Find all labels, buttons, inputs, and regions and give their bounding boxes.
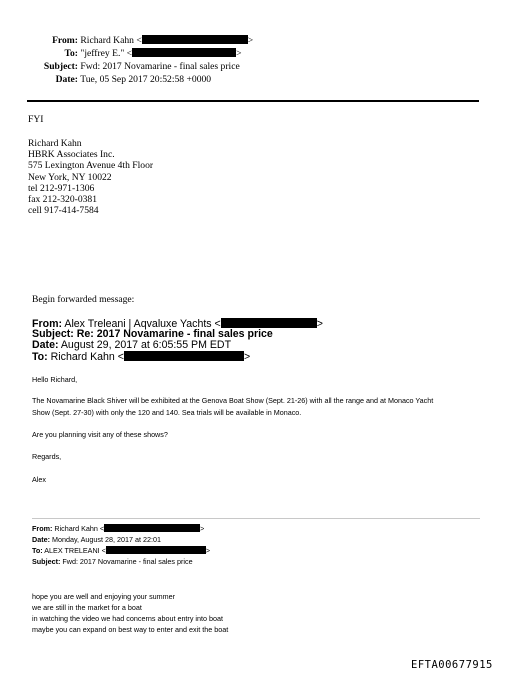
header-to-row [20, 47, 242, 60]
signature-line: fax 212-320-0381 [28, 194, 98, 206]
quoted-subject-value: Fwd: 2017 Novamarine - final sales price [62, 557, 193, 566]
quoted-from-close: > [200, 524, 205, 533]
header-subject-value: Fwd: 2017 Novamarine - final sales price [80, 61, 240, 72]
quoted-date-label: Date: [32, 535, 50, 544]
signature-line: 575 Lexington Avenue 4th Floor [28, 160, 154, 172]
signature-line: Richard Kahn [28, 138, 82, 149]
header-date-row [20, 73, 211, 86]
redaction-block [104, 524, 200, 532]
quoted-from-label: From: [32, 524, 53, 533]
forwarded-date-label: Date: [32, 339, 59, 351]
forwarded-to-label: To: [32, 351, 48, 363]
forwarded-para1-line1: The Novamarine Black Shiver will be exhibited at the Genova Boat Show (Sept. 21-26) with all the range and at Monaco Yacht [32, 396, 434, 405]
redaction-block [221, 318, 317, 328]
header-subject-label: Subject: [43, 61, 78, 72]
redaction-block [142, 35, 248, 44]
forwarded-from-label: From: [32, 318, 63, 330]
header-from-label: From: [52, 35, 78, 46]
header-to-label: To: [64, 48, 78, 59]
quoted-to-value: ALEX TRELEANI < [44, 546, 106, 555]
quoted-to-label: To: [32, 546, 43, 555]
header-from-value: Richard Kahn < [80, 35, 142, 46]
signature-line: New York, NY 10022 [28, 171, 112, 183]
redaction-block [132, 48, 236, 57]
quoted-body-line: maybe you can expand on best way to enter and exit the boat [32, 625, 229, 634]
header-date-label: Date: [55, 74, 78, 85]
forwarded-para1-line2: Show (Sept. 27-30) with only the 120 and 140. Sea trials will be available in Monaco. [32, 408, 302, 417]
header-date-value: Tue, 05 Sep 2017 20:52:58 +0000 [80, 74, 212, 85]
quoted-body-line: in watching the video we had concerns about entry into boat [32, 614, 223, 623]
forwarded-to-row [32, 351, 250, 364]
forwarded-subject-label: Subject: [32, 328, 74, 340]
quoted-subject-label: Subject: [32, 557, 61, 566]
document-id: EFTA00677915 [411, 659, 493, 671]
quoted-date-row [32, 535, 161, 544]
forwarded-subject-value: Re: 2017 Novamarine - final sales price [76, 328, 273, 340]
forwarded-date-value: August 29, 2017 at 6:05:55 PM EDT [60, 339, 232, 351]
redaction-block [124, 351, 244, 361]
forwarded-para2: Are you planning visit any of these shows? [32, 430, 168, 439]
signature-line: tel 212-971-1306 [28, 182, 95, 194]
forwarded-to-value: Richard Kahn < [50, 351, 124, 363]
quoted-from-row [32, 524, 204, 533]
signature-line: cell 917-414-7584 [28, 205, 99, 217]
forwarded-from-value: Alex Treleani | Aqvaluxe Yachts < [64, 318, 221, 330]
quoted-date-value: Monday, August 28, 2017 at 22:01 [51, 535, 161, 544]
quoted-divider [32, 518, 480, 519]
forwarded-from-close: > [316, 318, 323, 330]
quoted-body-line: hope you are well and enjoying your summer [32, 592, 176, 601]
forwarded-greeting: Hello Richard, [32, 375, 78, 384]
begin-forwarded-text: Begin forwarded message: [32, 294, 135, 305]
header-divider [27, 100, 479, 102]
quoted-body-line: we are still in the market for a boat [32, 603, 142, 612]
redaction-block [106, 546, 206, 554]
forwarded-closing: Regards, [32, 452, 62, 461]
header-to-value: "jeffrey E." < [80, 48, 133, 59]
header-subject-row [20, 60, 240, 73]
quoted-body [32, 591, 228, 635]
header-from-close: > [247, 35, 254, 46]
signature-line: HBRK Associates Inc. [28, 149, 115, 161]
quoted-to-row [32, 546, 210, 555]
header-to-close: > [236, 48, 242, 59]
forwarded-signature-name: Alex [32, 475, 46, 484]
header-from-row [20, 34, 253, 47]
quoted-from-value: Richard Kahn < [54, 524, 105, 533]
forwarded-date-row [32, 340, 231, 352]
quoted-to-close: > [205, 546, 211, 555]
quoted-subject-row [32, 557, 193, 566]
signature-block [28, 138, 153, 216]
fyi-text: FYI [28, 114, 44, 125]
forwarded-to-close: > [243, 351, 251, 363]
